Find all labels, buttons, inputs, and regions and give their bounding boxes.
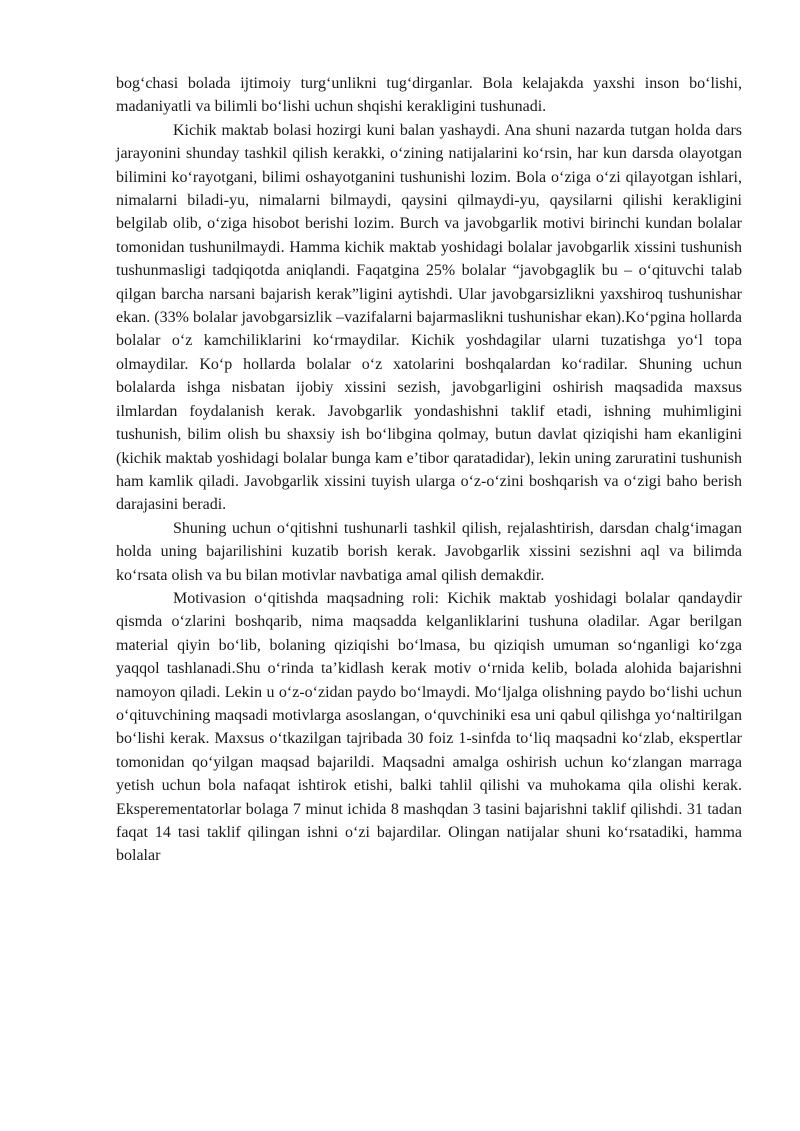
paragraph-1: bog‘chasi bolada ijtimoiy turg‘unlikni tug‘dirganlar. Bola kelajakda yaxshi inson bo‘lishi, madaniyatli va bilimli bo‘lishi uchun shqishi kerakligini tushunadi. — [116, 75, 742, 116]
paragraph-4: Motivasion o‘qitishda maqsadning roli: Kichik maktab yoshidagi bolalar qandaydir qismda o‘zlarini boshqarib, nima maqsadda kelganliklarini tushuna oladilar. Agar berilgan material qiyin bo‘lib, bolaning qiziqishi bo‘lmasa, bu qiziqish umuman so‘nganligi ko‘zga yaqqol tashlanadi.Shu o‘rinda ta’kidlash kerak motiv o‘rnida kelib, bolada alohida bajarishni namoyon qiladi. Lekin u o‘z-o‘zidan paydo bo‘lmaydi. Mo‘ljalga olishning paydo bo‘lishi uchun o‘qituvchining maqsadi motivlarga asoslangan, o‘quvchiniki esa uni qabul qilishga yo‘naltirilgan bo‘lishi kerak. Maxsus o‘tkazilgan tajribada 30 foiz 1-sinfda to‘liq maqsadni ko‘zlab, ekspertlar tomonidan qo‘yilgan maqsad bajarildi. Maqsadni amalga oshirish uchun ko‘zlangan marraga yetish uchun bola nafaqat ishtirok etishi, balki tahlil qilishi va muhokama qila olishi kerak. Eksperementatorlar bolaga 7 minut ichida 8 mashqdan 3 tasini bajarishni taklif qilishdi. 31 tadan faqat 14 tasi taklif qilingan ishni o‘zi bajardilar. Olingan natijalar shuni ko‘rsatadiki, hamma bolalar — [116, 589, 742, 865]
paragraph-3: Shuning uchun o‘qitishni tushunarli tashkil qilish, rejalashtirish, darsdan chalg‘imagan holda uning bajarilishini kuzatib borish kerak. Javobgarlik xissini sezishni aql va bilimda ko‘rsata olish va bu bilan motivlar navbatiga amal qilish demakdir. — [116, 519, 742, 584]
paragraph-2: Kichik maktab bolasi hozirgi kuni balan yashaydi. Ana shuni nazarda tutgan holda dars jarayonini shunday tashkil qilish kerakki, o‘zining natijalarini ko‘rsin, har kun darsda olayotgan bilimini ko‘rayotgani, bilimi oshayotganini tushunishi lozim. Bola o‘ziga o‘zi qilayotgan ishlari, nimalarni biladi-yu, nimalarni bilmaydi, qaysini qilmaydi-yu, qaysilarni qilishi kerakligini belgilab olib, o‘ziga hisobot berishi lozim. Burch va javobgarlik motivi birinchi kundan bolalar tomonidan tushunilmaydi. Hamma kichik maktab yoshidagi bolalar javobgarlik xissini tushunish tushunmasligi tadqiqotda aniqlandi. Faqatgina 25% bolalar “javobgaglik bu – o‘qituvchi talab qilgan barcha narsani bajarish kerak”ligini aytishdi. Ular javobgarsizlikni yaxshiroq tushunishar ekan. (33% bolalar javobgarsizlik –vazifalarni bajarmaslikni tushunishar ekan).Ko‘pgina hollarda bolalar o‘z kamchiliklarini ko‘rmaydilar. Kichik yoshdagilar ularni tuzatishga yo‘l topa olmaydilar. Ko‘p hollarda bolalar o‘z xatolarini boshqalardan ko‘radilar. Shuning uchun bolalarda ishga nisbatan ijobiy xissini sezish, javobgarligini oshirish maqsadida maxsus ilmlardan foydalanish kerak. Javobgarlik yondashishni taklif etadi, ishning muhimligini tushunish, bilim olish bu shaxsiy ish bo‘libgina qolmay, butun davlat qiziqishi ham ekanligini (kichik maktab yoshidagi bolalar bunga kam e’tibor qaratadidar), lekin uning zaruratini tushunish ham kamlik qiladi. Javobgarlik xissini tuyish ularga o‘z-o‘zini boshqarish va o‘zigi baho berish darajasini beradi. — [116, 121, 742, 514]
document-page — [116, 72, 742, 868]
